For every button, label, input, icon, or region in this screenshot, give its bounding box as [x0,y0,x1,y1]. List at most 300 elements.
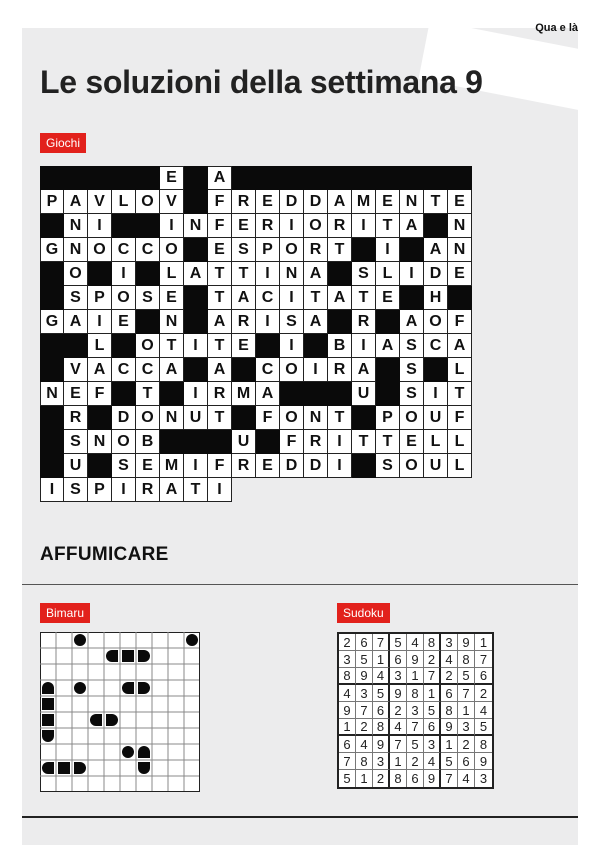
crossword-letter-cell: B [328,334,352,358]
crossword-letter-cell: S [232,238,256,262]
crossword-letter-cell: R [304,430,328,454]
crossword-black-cell [328,166,352,190]
crossword-black-cell [88,262,112,286]
crossword-letter-cell: S [136,286,160,310]
bimaru-ship-segment [122,682,134,694]
bottom-rule [22,816,578,818]
crossword-black-cell [352,238,376,262]
crossword-letter-cell: O [280,238,304,262]
crossword-letter-cell: R [232,310,256,334]
sudoku-cell: 9 [441,719,458,736]
sudoku-cell: 7 [475,651,492,668]
crossword-row [40,478,472,502]
crossword-black-cell [136,262,160,286]
crossword-letter-cell: R [208,382,232,406]
sudoku-cell: 8 [424,634,441,651]
crossword-letter-cell: L [112,190,136,214]
crossword-letter-cell: R [328,358,352,382]
sudoku-cell: 3 [356,685,373,702]
crossword-letter-cell: C [112,358,136,382]
crossword-letter-cell: P [376,406,400,430]
crossword-black-cell [40,166,64,190]
bimaru-ship-segment [138,682,150,694]
crossword-letter-cell: S [112,454,136,478]
crossword-letter-cell: N [448,214,472,238]
crossword-black-cell [376,166,400,190]
crossword-letter-cell: T [232,262,256,286]
crossword-letter-cell: O [400,406,424,430]
crossword-letter-cell: V [160,190,184,214]
crossword-letter-cell: E [136,454,160,478]
sudoku-cell: 8 [458,651,475,668]
crossword-letter-cell: T [208,406,232,430]
crossword-row [40,430,472,454]
sudoku-cell: 1 [475,634,492,651]
sudoku-cell: 5 [424,702,441,719]
sudoku-row [339,736,492,753]
sudoku-cell: 2 [390,702,407,719]
crossword-letter-cell: E [376,190,400,214]
sudoku-cell: 3 [458,719,475,736]
crossword-letter-cell: R [64,406,88,430]
section-tag: Qua e là [535,22,578,34]
crossword-letter-cell: A [160,358,184,382]
crossword-letter-cell: S [280,310,304,334]
crossword-black-cell [40,334,64,358]
crossword-black-cell [424,358,448,382]
crossword-letter-cell: R [136,478,160,502]
crossword-letter-cell: T [160,334,184,358]
crossword-letter-cell: I [184,454,208,478]
crossword-letter-cell: I [400,262,424,286]
crossword-letter-cell: A [352,358,376,382]
crossword-letter-cell: G [40,238,64,262]
sudoku-cell: 5 [373,685,390,702]
crossword-letter-cell: S [400,358,424,382]
sudoku-cell: 6 [475,668,492,685]
crossword-black-cell [184,358,208,382]
sudoku-grid [337,632,494,789]
crossword-black-cell [352,166,376,190]
crossword-letter-cell: S [400,334,424,358]
crossword-letter-cell: F [280,430,304,454]
crossword-row [40,334,472,358]
crossword-letter-cell: I [184,334,208,358]
crossword-letter-cell: I [112,478,136,502]
sudoku-row [339,770,492,787]
crossword-row [40,166,472,190]
crossword-row [40,406,472,430]
crossword-black-cell [304,382,328,406]
crossword-letter-cell: E [256,190,280,214]
sudoku-cell: 3 [373,753,390,770]
crossword-letter-cell: T [208,286,232,310]
crossword-black-cell [88,166,112,190]
crossword-black-cell [184,286,208,310]
bimaru-svg [40,632,200,792]
crossword-letter-cell: E [448,190,472,214]
crossword-black-cell [376,310,400,334]
crossword-letter-cell: M [232,382,256,406]
bimaru-ship-segment [42,698,54,710]
crossword-letter-cell: L [88,334,112,358]
crossword-letter-cell: O [424,310,448,334]
crossword-letter-cell: A [424,238,448,262]
crossword-letter-cell: E [64,382,88,406]
bimaru-ship-segment [42,762,54,774]
sudoku-cell: 2 [458,736,475,753]
crossword-letter-cell: I [352,214,376,238]
crossword-letter-cell: T [136,382,160,406]
crossword-letter-cell: R [304,238,328,262]
crossword-letter-cell: U [424,406,448,430]
crossword-empty-space [328,478,352,502]
crossword-letter-cell: A [328,286,352,310]
crossword-letter-cell: E [256,454,280,478]
sudoku-cell: 9 [390,685,407,702]
crossword-letter-cell: D [112,406,136,430]
page-title: Le soluzioni della settimana 9 [40,64,483,100]
crossword-black-cell [112,166,136,190]
crossword-black-cell [136,166,160,190]
sudoku-cell: 4 [475,702,492,719]
crossword-letter-cell: U [64,454,88,478]
crossword-letter-cell: T [208,262,232,286]
crossword-letter-cell: P [88,478,112,502]
crossword-letter-cell: I [184,382,208,406]
crossword-letter-cell: P [256,238,280,262]
crossword-letter-cell: D [280,454,304,478]
sudoku-cell: 2 [441,668,458,685]
crossword-letter-cell: O [112,430,136,454]
crossword-black-cell [232,166,256,190]
crossword-black-cell [64,166,88,190]
crossword-black-cell [400,238,424,262]
sudoku-cell: 4 [373,668,390,685]
sudoku-cell: 3 [441,634,458,651]
sudoku-cell: 3 [407,702,424,719]
sudoku-cell: 7 [407,719,424,736]
bimaru-ship-segment [138,746,150,758]
sudoku-cell: 4 [424,753,441,770]
sudoku-cell: 6 [458,753,475,770]
bimaru-ship-segment [42,682,54,694]
sudoku-cell: 8 [475,736,492,753]
sudoku-cell: 7 [373,634,390,651]
crossword-row [40,190,472,214]
crossword-letter-cell: N [64,238,88,262]
crossword-letter-cell: A [400,214,424,238]
crossword-black-cell [400,166,424,190]
sudoku-cell: 9 [475,753,492,770]
bimaru-label: Bimaru [40,603,90,623]
sudoku-cell: 6 [441,685,458,702]
crossword-letter-cell: I [328,430,352,454]
sudoku-cell: 1 [339,719,356,736]
sudoku-cell: 4 [390,719,407,736]
crossword-row [40,358,472,382]
bimaru-ship-segment [42,714,54,726]
crossword-black-cell [184,310,208,334]
crossword-letter-cell: L [376,262,400,286]
sudoku-cell: 5 [441,753,458,770]
crossword-letter-cell: O [88,238,112,262]
sudoku-cell: 6 [424,719,441,736]
crossword-letter-cell: A [208,310,232,334]
sudoku-row [339,634,492,651]
sudoku-cell: 6 [373,702,390,719]
crossword-black-cell [40,406,64,430]
crossword-letter-cell: S [352,262,376,286]
crossword-black-cell [112,334,136,358]
crossword-black-cell [88,454,112,478]
crossword-black-cell [184,166,208,190]
crossword-letter-cell: O [304,214,328,238]
crossword-letter-cell: E [232,214,256,238]
crossword-black-cell [88,406,112,430]
crossword-letter-cell: C [256,286,280,310]
sudoku-cell: 5 [390,634,407,651]
crossword-black-cell [184,238,208,262]
crossword-letter-cell: P [88,286,112,310]
crossword-black-cell [136,310,160,334]
bimaru-ship-segment [122,650,134,662]
crossword-row [40,238,472,262]
crossword-row [40,310,472,334]
crossword-letter-cell: E [160,166,184,190]
crossword-black-cell [40,286,64,310]
crossword-empty-space [424,478,448,502]
crossword-letter-cell: A [304,310,328,334]
crossword-letter-cell: N [280,262,304,286]
crossword-black-cell [256,166,280,190]
sudoku-cell: 3 [390,668,407,685]
sudoku-cell: 2 [339,634,356,651]
crossword-letter-cell: L [160,262,184,286]
crossword-letter-cell: H [424,286,448,310]
crossword-letter-cell: T [352,286,376,310]
bimaru-ship-segment [42,730,54,742]
section-divider [22,584,578,585]
sudoku-row [339,651,492,668]
crossword-letter-cell: N [184,214,208,238]
sudoku-cell: 4 [356,736,373,753]
sudoku-cell: 1 [424,685,441,702]
crossword-letter-cell: O [64,262,88,286]
crossword-letter-cell: N [400,190,424,214]
crossword-letter-cell: A [208,358,232,382]
crossword-letter-cell: N [448,238,472,262]
crossword-letter-cell: E [160,286,184,310]
crossword-black-cell [208,430,232,454]
crossword-letter-cell: I [376,238,400,262]
crossword-letter-cell: I [88,310,112,334]
crossword-letter-cell: N [40,382,64,406]
crossword-letter-cell: A [184,262,208,286]
crossword-letter-cell: A [88,358,112,382]
sudoku-cell: 2 [475,685,492,702]
crossword-letter-cell: D [304,454,328,478]
crossword-letter-cell: M [352,190,376,214]
crossword-letter-cell: S [376,454,400,478]
crossword-letter-cell: T [328,238,352,262]
crossword-letter-cell: U [424,454,448,478]
crossword-letter-cell: T [184,478,208,502]
crossword-letter-cell: L [448,358,472,382]
crossword-letter-cell: O [280,358,304,382]
crossword-letter-cell: I [88,214,112,238]
crossword-empty-space [448,478,472,502]
sudoku-cell: 9 [373,736,390,753]
sudoku-cell: 1 [458,702,475,719]
crossword-black-cell [448,166,472,190]
sudoku-cell: 9 [407,651,424,668]
sudoku-cell: 6 [339,736,356,753]
crossword-black-cell [160,382,184,406]
sudoku-cell: 3 [424,736,441,753]
crossword-letter-cell: B [136,430,160,454]
crossword-letter-cell: N [160,310,184,334]
crossword-letter-cell: O [280,406,304,430]
crossword-empty-space [280,478,304,502]
crossword-letter-cell: A [64,310,88,334]
crossword-answer: AFFUMICARE [40,544,169,565]
sudoku-cell: 9 [424,770,441,787]
crossword-letter-cell: T [352,430,376,454]
crossword-letter-cell: C [136,358,160,382]
sudoku-cell: 8 [441,702,458,719]
sudoku-cell: 9 [458,634,475,651]
sudoku-cell: 7 [441,770,458,787]
crossword-letter-cell: C [424,334,448,358]
crossword-letter-cell: A [64,190,88,214]
crossword-letter-cell: N [304,406,328,430]
crossword-letter-cell: U [184,406,208,430]
crossword-letter-cell: F [448,406,472,430]
sudoku-cell: 1 [373,651,390,668]
crossword-letter-cell: A [448,334,472,358]
sudoku-cell: 9 [339,702,356,719]
crossword-letter-cell: L [448,454,472,478]
sudoku-row [339,685,492,702]
crossword-letter-cell: C [256,358,280,382]
crossword-letter-cell: L [424,430,448,454]
crossword-letter-cell: R [328,214,352,238]
crossword-black-cell [328,382,352,406]
crossword-letter-cell: I [424,382,448,406]
crossword-letter-cell: L [448,430,472,454]
crossword-letter-cell: E [232,334,256,358]
crossword-letter-cell: T [376,214,400,238]
crossword-letter-cell: A [232,286,256,310]
crossword-letter-cell: F [256,406,280,430]
sudoku-cell: 5 [339,770,356,787]
crossword-black-cell [184,430,208,454]
sudoku-cell: 8 [339,668,356,685]
sudoku-cell: 1 [390,753,407,770]
bimaru-ship-segment [74,634,86,646]
crossword-letter-cell: T [448,382,472,406]
crossword-letter-cell: R [232,454,256,478]
bimaru-ship-segment [90,714,102,726]
sudoku-cell: 5 [458,668,475,685]
crossword-letter-cell: O [136,334,160,358]
crossword-letter-cell: I [280,286,304,310]
bimaru-ship-segment [138,762,150,774]
crossword-black-cell [40,262,64,286]
crossword-letter-cell: A [400,310,424,334]
crossword-grid [40,166,472,502]
sudoku-cell: 8 [356,753,373,770]
bimaru-ship-segment [74,682,86,694]
crossword-letter-cell: I [256,310,280,334]
crossword-letter-cell: E [376,286,400,310]
crossword-black-cell [352,406,376,430]
crossword-black-cell [400,286,424,310]
crossword-letter-cell: I [328,454,352,478]
crossword-letter-cell: O [136,190,160,214]
crossword-letter-cell: F [208,190,232,214]
crossword-letter-cell: U [232,430,256,454]
bimaru-ship-segment [186,634,198,646]
crossword-empty-space [400,478,424,502]
crossword-letter-cell: I [112,262,136,286]
sudoku-cell: 2 [356,719,373,736]
sudoku-cell: 5 [475,719,492,736]
crossword-letter-cell: F [448,310,472,334]
crossword-black-cell [304,166,328,190]
crossword-letter-cell: T [376,430,400,454]
crossword-black-cell [112,382,136,406]
crossword-empty-space [232,478,256,502]
sudoku-cell: 1 [407,668,424,685]
sudoku-label: Sudoku [337,603,390,623]
crossword-letter-cell: D [280,190,304,214]
crossword-letter-cell: I [352,334,376,358]
bimaru-ship-segment [106,650,118,662]
crossword-black-cell [232,358,256,382]
crossword-black-cell [280,166,304,190]
crossword-black-cell [424,166,448,190]
crossword-letter-cell: O [160,238,184,262]
crossword-letter-cell: T [208,334,232,358]
sudoku-cell: 8 [407,685,424,702]
crossword-row [40,382,472,406]
sudoku-cell: 2 [424,651,441,668]
crossword-black-cell [112,214,136,238]
crossword-row [40,262,472,286]
sudoku-cell: 4 [407,634,424,651]
crossword-letter-cell: I [304,358,328,382]
crossword-letter-cell: M [160,454,184,478]
crossword-black-cell [256,334,280,358]
sudoku-cell: 1 [441,736,458,753]
crossword-black-cell [256,430,280,454]
crossword-letter-cell: A [256,382,280,406]
sudoku-cell: 4 [441,651,458,668]
crossword-black-cell [328,262,352,286]
bimaru-ship-segment [106,714,118,726]
sudoku-cell: 7 [458,685,475,702]
crossword-letter-cell: I [256,262,280,286]
crossword-letter-cell: D [424,262,448,286]
crossword-letter-cell: N [64,214,88,238]
sudoku-row [339,668,492,685]
crossword-row [40,454,472,478]
crossword-letter-cell: R [352,310,376,334]
crossword-letter-cell: T [424,190,448,214]
crossword-black-cell [376,358,400,382]
